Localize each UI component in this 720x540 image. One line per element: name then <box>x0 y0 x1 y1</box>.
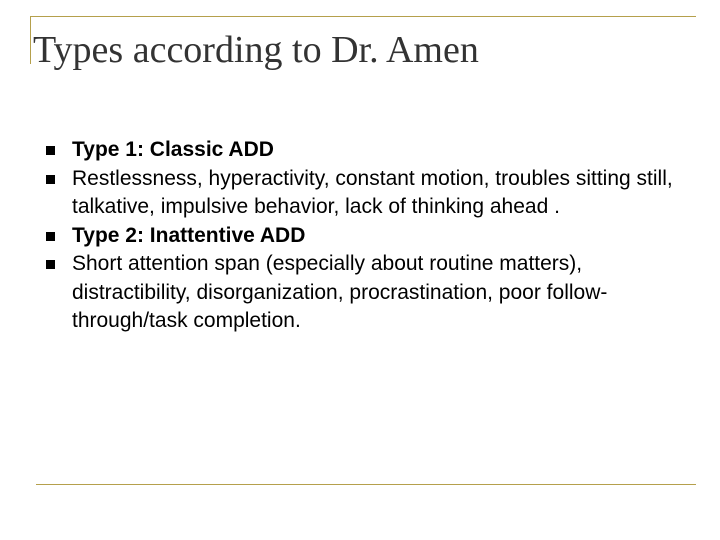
bullet-list <box>46 136 676 336</box>
bullet-text: Type 2: Inattentive ADD <box>72 223 306 247</box>
square-bullet-icon <box>46 146 55 155</box>
square-bullet-icon <box>46 260 55 269</box>
bullet-item-type-1-heading <box>46 136 676 165</box>
bullet-item-type-1-description <box>46 165 676 222</box>
bullet-item-type-2-heading <box>46 222 676 251</box>
square-bullet-icon <box>46 232 55 241</box>
slide-title: Types according to Dr. Amen <box>33 29 479 71</box>
frame-line-top <box>30 16 696 17</box>
frame-line-left <box>30 16 31 64</box>
bullet-text: Short attention span (especially about routine matters), distractibility, disorganization, procrastination, poor follow-through/task completion. <box>72 252 608 332</box>
bullet-text: Type 1: Classic ADD <box>72 138 274 161</box>
frame-line-bottom <box>36 484 696 485</box>
square-bullet-icon <box>46 175 55 184</box>
bullet-item-type-2-description <box>46 250 676 336</box>
bullet-text: Restlessness, hyperactivity, constant motion, troubles sitting still, talkative, impulsive behavior, lack of thinking ahead . <box>72 166 673 218</box>
